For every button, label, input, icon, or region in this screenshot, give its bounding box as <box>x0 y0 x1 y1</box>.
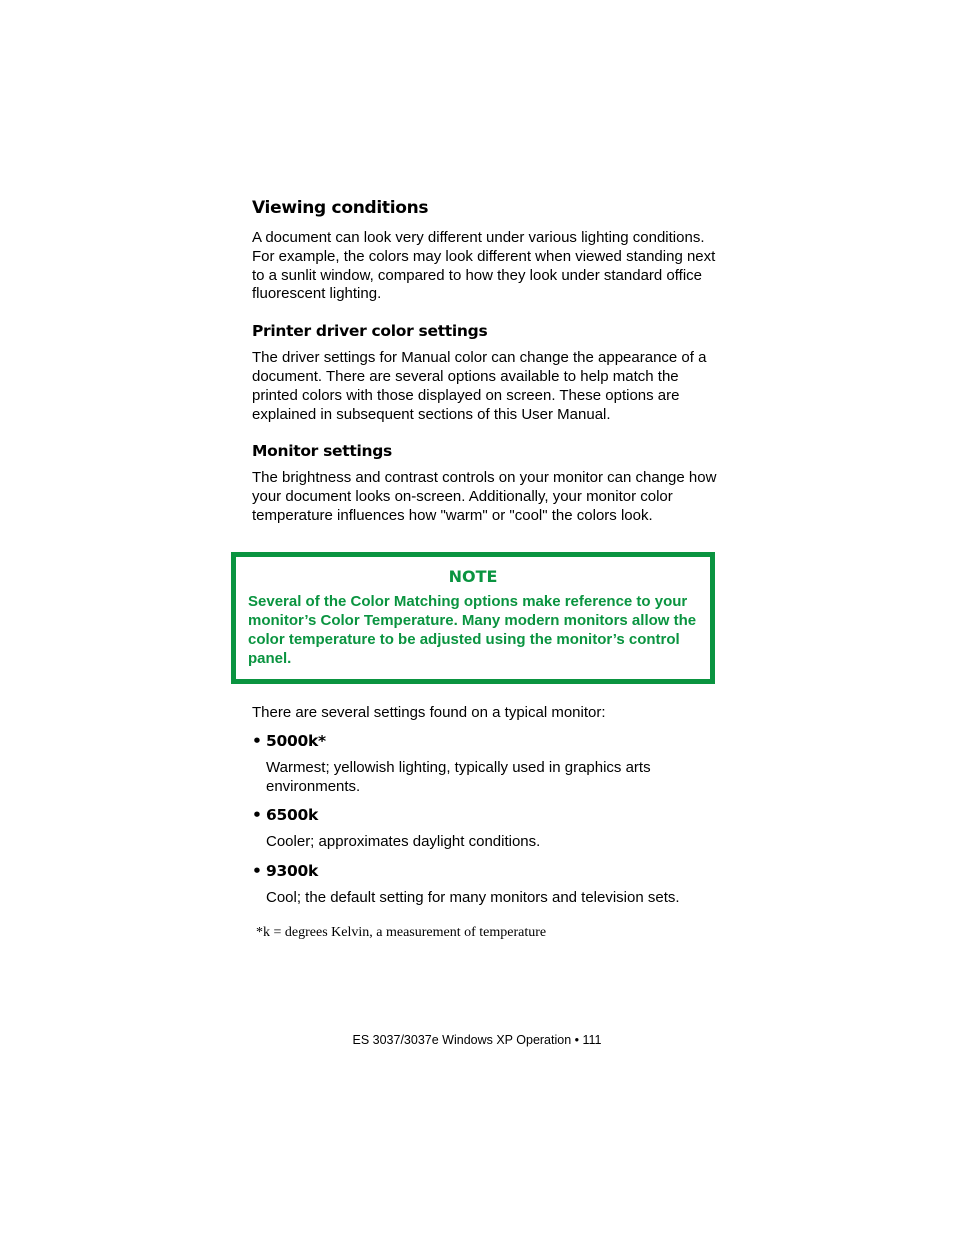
section-heading-viewing-conditions: Viewing conditions <box>252 198 429 218</box>
setting-name <box>252 806 722 824</box>
note-box <box>231 552 715 684</box>
setting-label: 9300k <box>266 862 318 881</box>
setting-label: 5000k* <box>266 731 326 750</box>
setting-name <box>252 862 722 880</box>
section-heading-printer-driver: Printer driver color settings <box>252 322 488 341</box>
settings-intro: There are several settings found on a typical monitor: <box>252 704 606 721</box>
setting-label: 6500k <box>266 806 318 825</box>
bullet-icon: • <box>252 731 262 750</box>
note-title: NOTE <box>448 567 498 586</box>
printer-driver-text: The driver settings for Manual color can change the appearance of a document. There are several options available to help match the printed colors with those displayed on screen. These options are explained in subsequent sections of this User Manual. <box>252 349 707 423</box>
monitor-settings-text: The brightness and contrast controls on your monitor can change how your document looks on-screen. Additionally, your monitor color temperature influences how "warm" or "cool" the colors look. <box>252 469 717 524</box>
note-text: Several of the Color Matching options make reference to your monitor’s Color Temperature. Many modern monitors allow the color temperature to be adjusted using the monitor’s control panel. <box>248 593 697 667</box>
section-heading-monitor-settings: Monitor settings <box>252 442 392 461</box>
list-item <box>252 862 722 908</box>
monitor-settings-list <box>252 704 722 918</box>
setting-description: Cool; the default setting for many monitors and television sets. <box>266 889 680 907</box>
setting-description: Cooler; approximates daylight conditions. <box>266 833 541 851</box>
list-item <box>252 806 722 852</box>
page-footer: ES 3037/3037e Windows XP Operation • 111 <box>352 1033 602 1047</box>
viewing-conditions-text: A document can look very different under various lighting conditions. For example, the colors may look different when viewed standing next to a sunlit window, compared to how they look under standard office fluorescent lighting. <box>252 229 716 303</box>
setting-name <box>252 732 722 750</box>
list-item <box>252 732 722 797</box>
setting-description: Warmest; yellowish lighting, typically used in graphics arts environments. <box>266 758 651 795</box>
main-content <box>252 198 722 544</box>
bullet-icon: • <box>252 862 262 881</box>
bullet-icon: • <box>252 806 262 825</box>
footnote: *k = degrees Kelvin, a measurement of temperature <box>256 925 547 940</box>
